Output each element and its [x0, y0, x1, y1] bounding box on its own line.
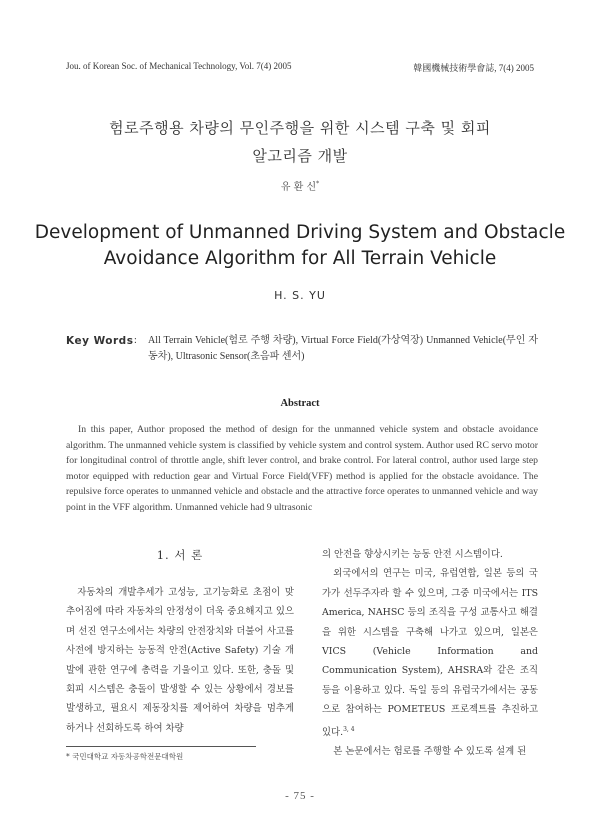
intro-paragraph-3: 본 논문에서는 험로를 주행할 수 있도록 설계 된: [333, 746, 527, 758]
page-number: - 75 -: [285, 790, 315, 802]
abstract-heading: Abstract: [280, 398, 320, 409]
korean-title-line-1: 험로주행용 차량의 무인주행을 위한 시스템 구축 및 회피: [109, 119, 491, 137]
keywords-colon: :: [134, 335, 137, 346]
section-1-heading: 1. 서 론: [156, 548, 204, 562]
korean-author-name: 유 환 신: [280, 182, 317, 193]
keywords-label: Key Words: [66, 335, 134, 347]
right-column: [322, 545, 538, 762]
reference-marker: 3, 4: [343, 725, 355, 733]
footnote-rule: [66, 746, 256, 747]
english-author: H. S. YU: [274, 289, 326, 302]
english-title-line-1: Development of Unmanned Driving System and Obstacle: [34, 222, 566, 243]
korean-author: [0, 178, 600, 193]
left-column: [66, 583, 294, 738]
journal-header-left: Jou. of Korean Soc. of Mechanical Technology, Vol. 7(4) 2005: [66, 61, 292, 71]
keywords-text: All Terrain Vehicle(험로 주행 차량), Virtual Force Field(가상역장) Unmanned Vehicle(무인 자동차), Ultrasonic Sensor(초음파 센서): [148, 335, 538, 362]
affiliation-footnote: * 국민대학교 자동차공학전문대학원: [66, 752, 184, 761]
author-affiliation-mark: *: [316, 180, 320, 188]
intro-paragraph-2-text: 외국에서의 연구는 미국, 유럽연합, 일본 등의 국가가 선두주자라 할 수 있으며, 그중 미국에서는 ITS America, NAHSC 등의 조직을 구성 교통사고 해결을 위한 시스템을 구축해 나가고 있으며, 일본은 VICS (Vehicle Information and Communication System), AHSRA와 같은 조직 등을 이용하고 있다. 독일 등의 유럽국가에서는 공동으로 참여하는 POMETEUS 프로젝트를 추진하고 있다.: [322, 568, 538, 738]
korean-title-line-2: 알고리즘 개발: [252, 147, 348, 165]
intro-paragraph-1-continued: 의 안전을 향상시키는 능동 안전 시스템이다.: [322, 549, 503, 560]
english-title-line-2: Avoidance Algorithm for All Terrain Vehicle: [103, 248, 497, 269]
keywords-block: [66, 333, 538, 365]
journal-header-right: 韓國機械技術學會誌, 7(4) 2005: [413, 63, 534, 73]
intro-paragraph-1: 자동차의 개발추세가 고성능, 고기능화로 초점이 맞추어짐에 따라 자동차의 안정성이 더욱 중요해지고 있으며 선진 연구소에서는 차량의 안전장치와 더불어 사고를 사전에 방지하는 능동적 안전(Active Safety) 기술 개발에 관한 연구에 총력을 기울이고 있다. 또한, 충돌 및 회피 시스템은 충돌이 발생할 수 있는 상황에서 경보를 발생하고, 필요시 제동장치를 제어하여 차량을 멈추게 하거나 선회하도록 하여 차량: [66, 587, 294, 734]
intro-paragraph-2: [322, 564, 538, 742]
abstract-body: In this paper, Author proposed the method of design for the unmanned vehicle system and obstacle avoidance algorithm. The unmanned vehicle system is classified by vehicle system and control system. Author used RC servo motor for longitudinal control of throttle angle, shift lever control, and brake control. For lateral control, author used large step motor equipped with reduction gear and Virtual Force Field(VFF) method is applied for the obstacle avoidance. The repulsive force operates to unmanned vehicle and obstacle and the attractive force operates to unmanned vehicle and way point in the VFF algorithm. Unmanned vehicle had 9 ultrasonic: [66, 424, 538, 513]
